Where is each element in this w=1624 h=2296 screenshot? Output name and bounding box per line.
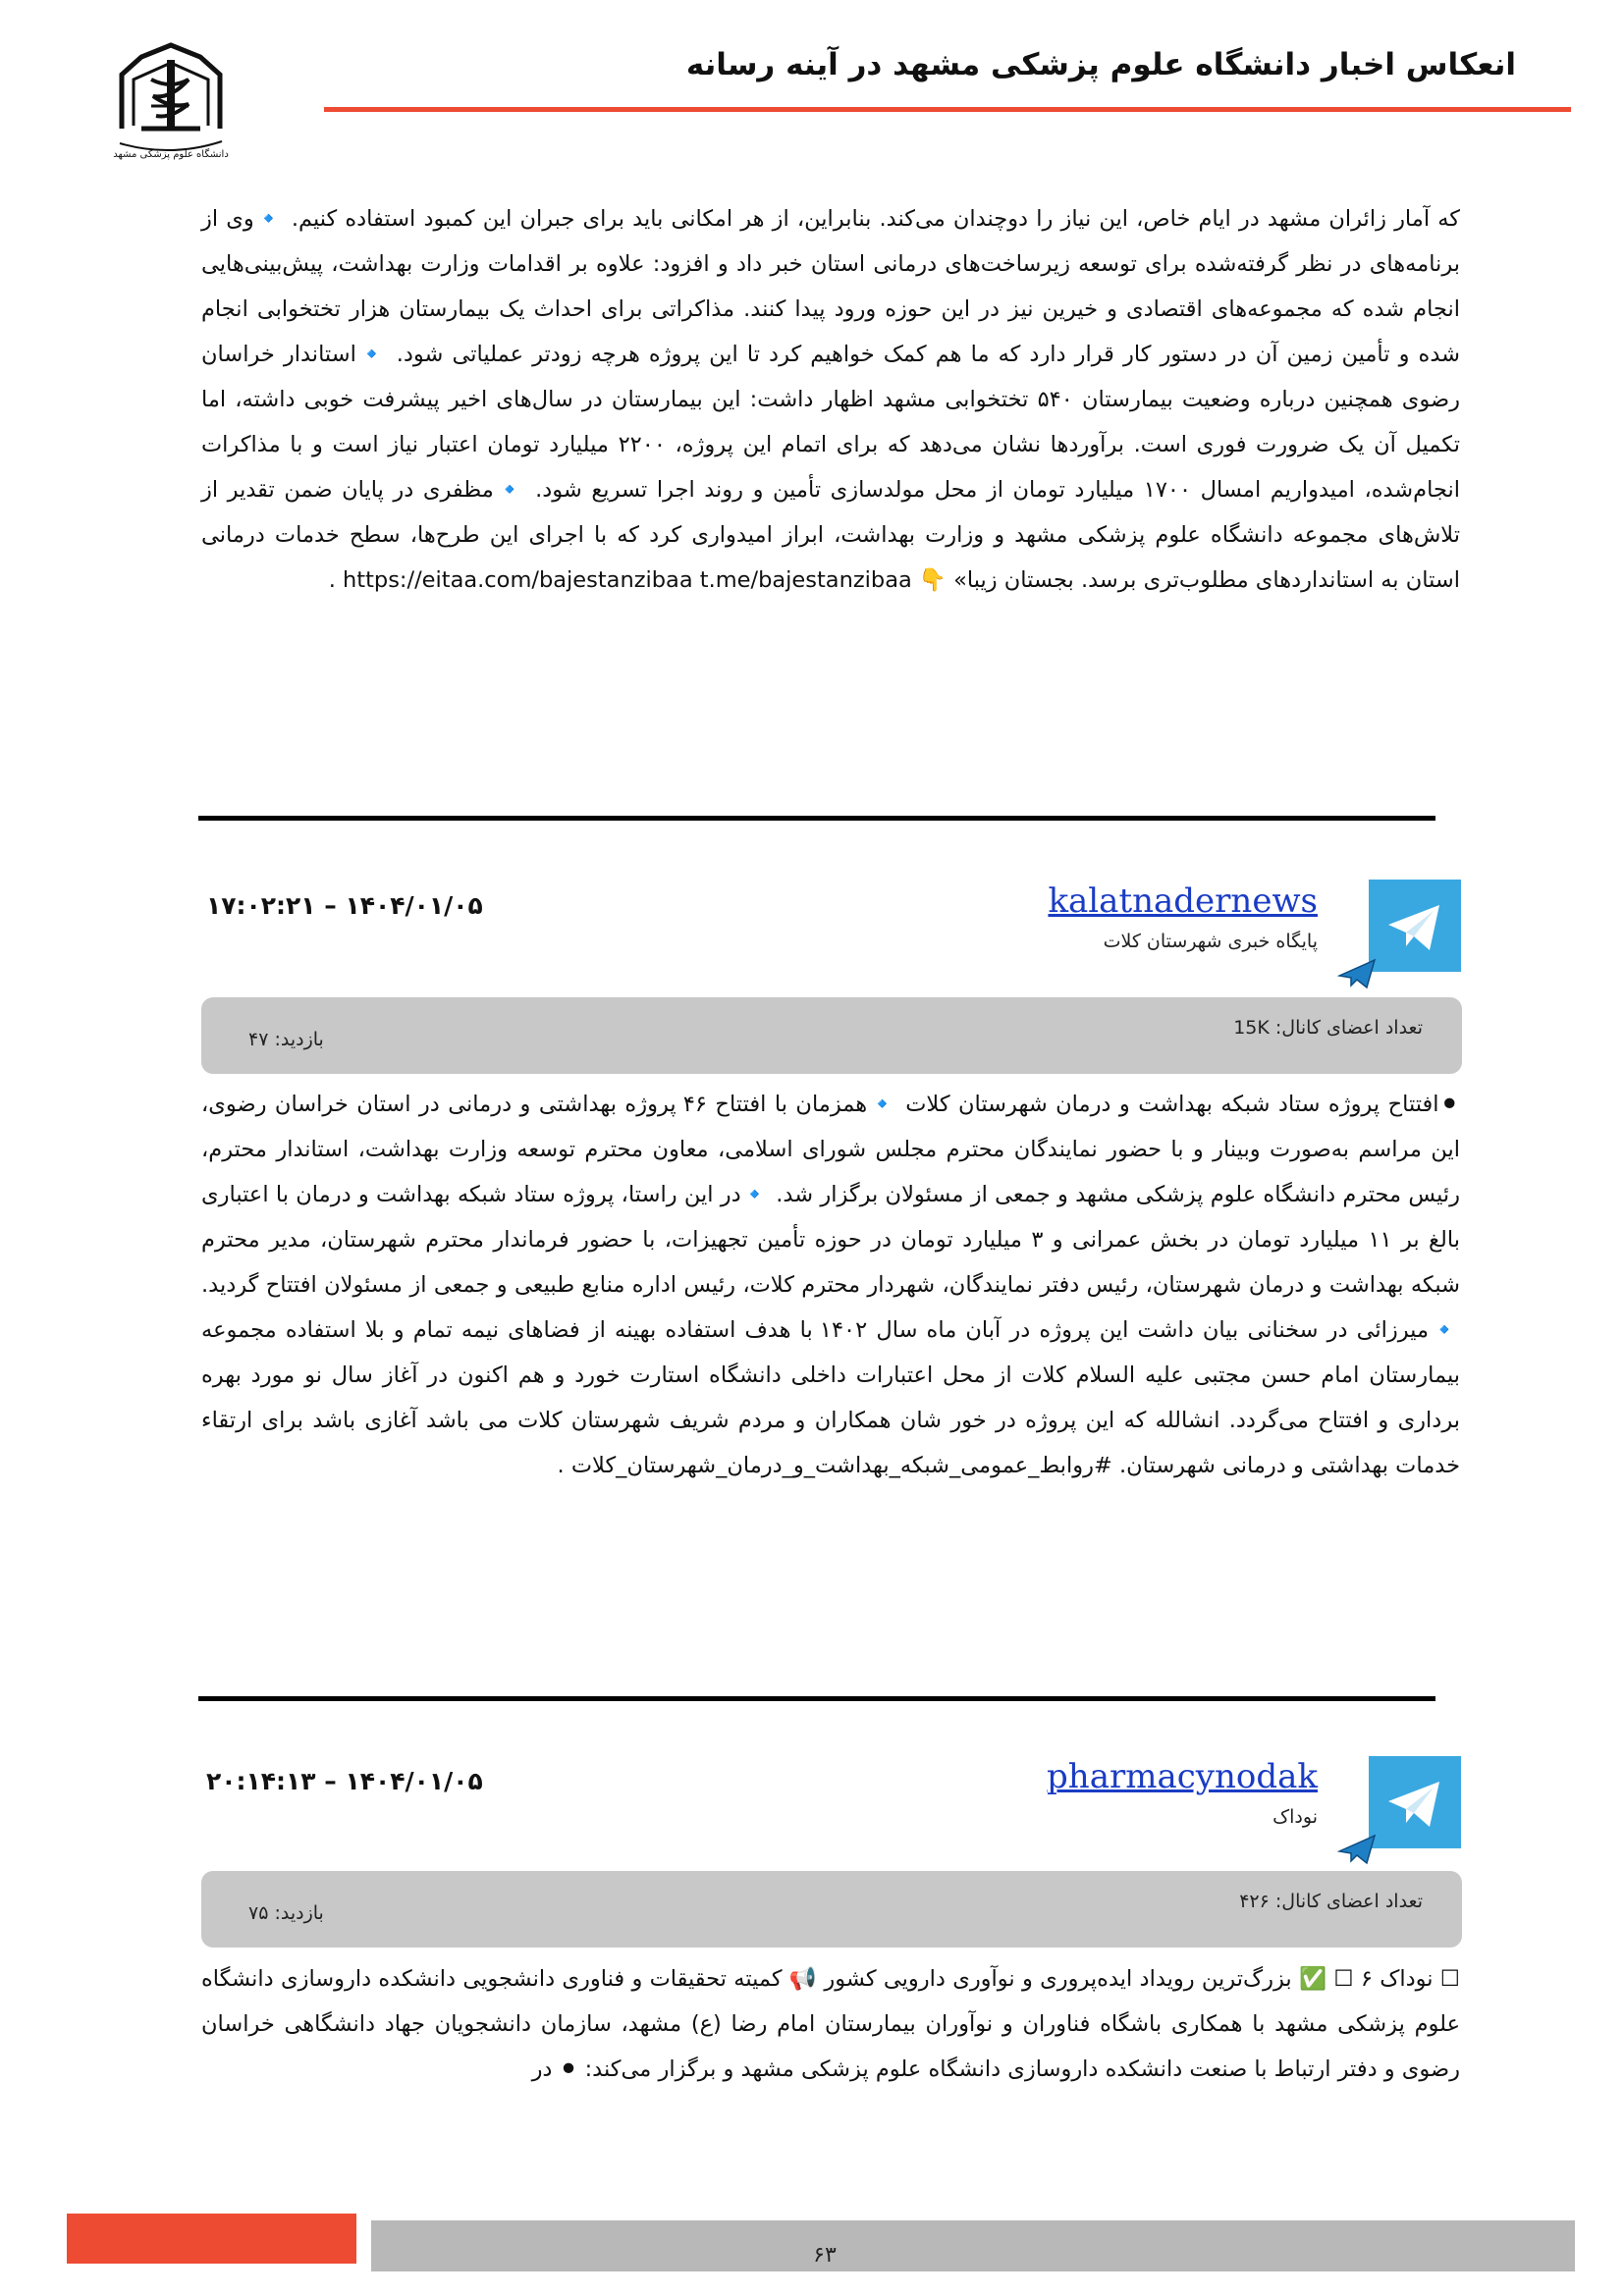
channel-link[interactable]: pharmacynodak <box>1047 1757 1318 1796</box>
channel-link[interactable]: kalatnadernews <box>1048 881 1318 921</box>
telegram-icon <box>1369 1756 1461 1848</box>
page-number: ۶۳ <box>813 2243 837 2268</box>
post-views: بازدید: ۷۵ <box>248 1902 324 1924</box>
post-text: ⚫افتتاح پروژه ستاد شبکه بهداشت و درمان شهرستان کلات 🔹همزمان با افتتاح ۴۶ پروژه بهداشتی و درمانی در استان خراسان رضوی، این مراسم به‌صورت وبینار و با حضور نمایندگان محترم مجلس شورای اسلامی، معاون محترم توسعه وزارت بهداشت، استاندار محترم، رئیس محترم دانشگاه علوم پزشکی مشهد و جمعی از مسئولان برگزار شد. 🔹در این راستا، پروژه ستاد شبکه بهداشت و درمان با اعتباری بالغ بر ۱۱ میلیارد تومان در بخش عمرانی و ۳ میلیارد تومان در حوزه تأمین تجهیزات، با حضور فرماندار محترم شهرستان، مدیر محترم شبکه بهداشت و درمان شهرستان، رئیس دفتر نمایندگان، شهردار محترم کلات، رئیس اداره منابع طبیعی و جمعی از مسئولان افتتاح گردید. 🔹میرزائی در سخنانی بیان داشت این پروژه در آبان ماه سال ۱۴۰۲ با هدف استفاده بهینه از فضاهای نیمه تمام و بلا استفاده مجموعه بیمارستان امام حسن مجتبی علیه السلام کلات از محل اعتبارات داخلی دانشگاه استارت خورد و هم اکنون در آغاز سال نو مورد بهره برداری و افتتاح می‌گردد. انشالله که این پروژه در خور شان همکاران و مردم شریف شهرستان کلات می باشد آغازی باشد برای ارتقاء خدمات بهداشتی و درمانی شهرستان. #روابط_عمومی_شبکه_بهداشت_و_درمان_شهرستان_کلات . <box>201 1092 1461 1478</box>
paper-plane-icon <box>1337 956 1377 989</box>
stats-bar <box>201 1871 1462 1948</box>
post-separator <box>198 1696 1435 1701</box>
post-separator <box>198 816 1435 821</box>
university-logo-icon <box>102 35 240 168</box>
footer-bar <box>371 2220 1575 2271</box>
channel-members: تعداد اعضای کانال: ۴۲۶ <box>1239 1891 1423 1912</box>
paper-plane-icon <box>1337 1832 1377 1865</box>
page-title: انعکاس اخبار دانشگاه علوم پزشکی مشهد در آینه رسانه <box>685 47 1516 82</box>
logo-caption: دانشگاه علوم پزشکی مشهد <box>113 149 229 160</box>
post-views: بازدید: ۴۷ <box>248 1029 324 1050</box>
post-datetime: ۲۰:۱۴:۱۳ – ۱۴۰۴/۰۱/۰۵ <box>206 1767 483 1795</box>
channel-description: نوداک <box>1272 1806 1318 1828</box>
header-rule <box>324 107 1571 112</box>
channel-description: پایگاه خبری شهرستان کلات <box>1103 931 1318 952</box>
intro-text: که آمار زائران مشهد در ایام خاص، این نیاز را دوچندان می‌کند. بنابراین، از هر امکانی باید برای جبران این کمبود استفاده کنیم. 🔹وی از برنامه‌های در نظر گرفته‌شده برای توسعه زیرساخت‌های درمانی استان خبر داد و افزود: علاوه بر اقدامات وزارت بهداشت، پیش‌بینی‌هایی انجام شده که مجموعه‌های اقتصادی و خیرین نیز در این حوزه ورود پیدا کنند. مذاکراتی برای احداث یک بیمارستان هزار تختخوابی انجام شده و تأمین زمین آن در دستور کار قرار دارد که ما هم کمک خواهیم کرد تا این پروژه هرچه زودتر عملیاتی شود. 🔹استاندار خراسان رضوی همچنین درباره وضعیت بیمارستان ۵۴۰ تختخوابی مشهد اظهار داشت: این بیمارستان در سال‌های اخیر پیشرفت خوبی داشته، اما تکمیل آن یک ضرورت فوری است. برآوردها نشان می‌دهد که برای اتمام این پروژه، ۲۲۰۰ میلیارد تومان اعتبار نیاز است و با مذاکرات انجام‌شده، امیدواریم امسال ۱۷۰۰ میلیارد تومان از محل مولدسازی تأمین و روند اجرا تسریع شود. 🔹مظفری در پایان ضمن تقدیر از تلاش‌های مجموعه دانشگاه علوم پزشکی مشهد و وزارت بهداشت، ابراز امیدواری کرد که با اجرای این طرح‌ها، سطح خدمات درمانی استان به استانداردهای مطلوب‌تری برسد. بجستان زیبا» 👇 https://eitaa.com/bajestanzibaa t.me/bajestanzibaa . <box>201 206 1460 593</box>
channel-members: تعداد اعضای کانال: 15K <box>1233 1017 1423 1039</box>
stats-bar <box>201 997 1462 1074</box>
telegram-icon <box>1369 880 1461 972</box>
post-text: ☐ نوداک ۶ ☐ ✅ بزرگ‌ترین رویداد ایده‌پروری و نوآوری دارویی کشور 📢 کمیته تحقیقات و فناوری دانشجویی دانشکده داروسازی دانشگاه علوم پزشکی مشهد با همکاری باشگاه فناوران و نوآوران بیمارستان امام رضا (ع) مشهد، سازمان دانشجویان جهاد دانشگاهی خراسان رضوی و دفتر ارتباط با صنعت دانشکده داروسازی دانشگاه علوم پزشکی مشهد و برگزار می‌کند: ⚫ در <box>201 1966 1460 2082</box>
post-datetime: ۱۷:۰۲:۲۱ – ۱۴۰۴/۰۱/۰۵ <box>206 891 483 920</box>
footer-accent-bar <box>67 2214 356 2264</box>
